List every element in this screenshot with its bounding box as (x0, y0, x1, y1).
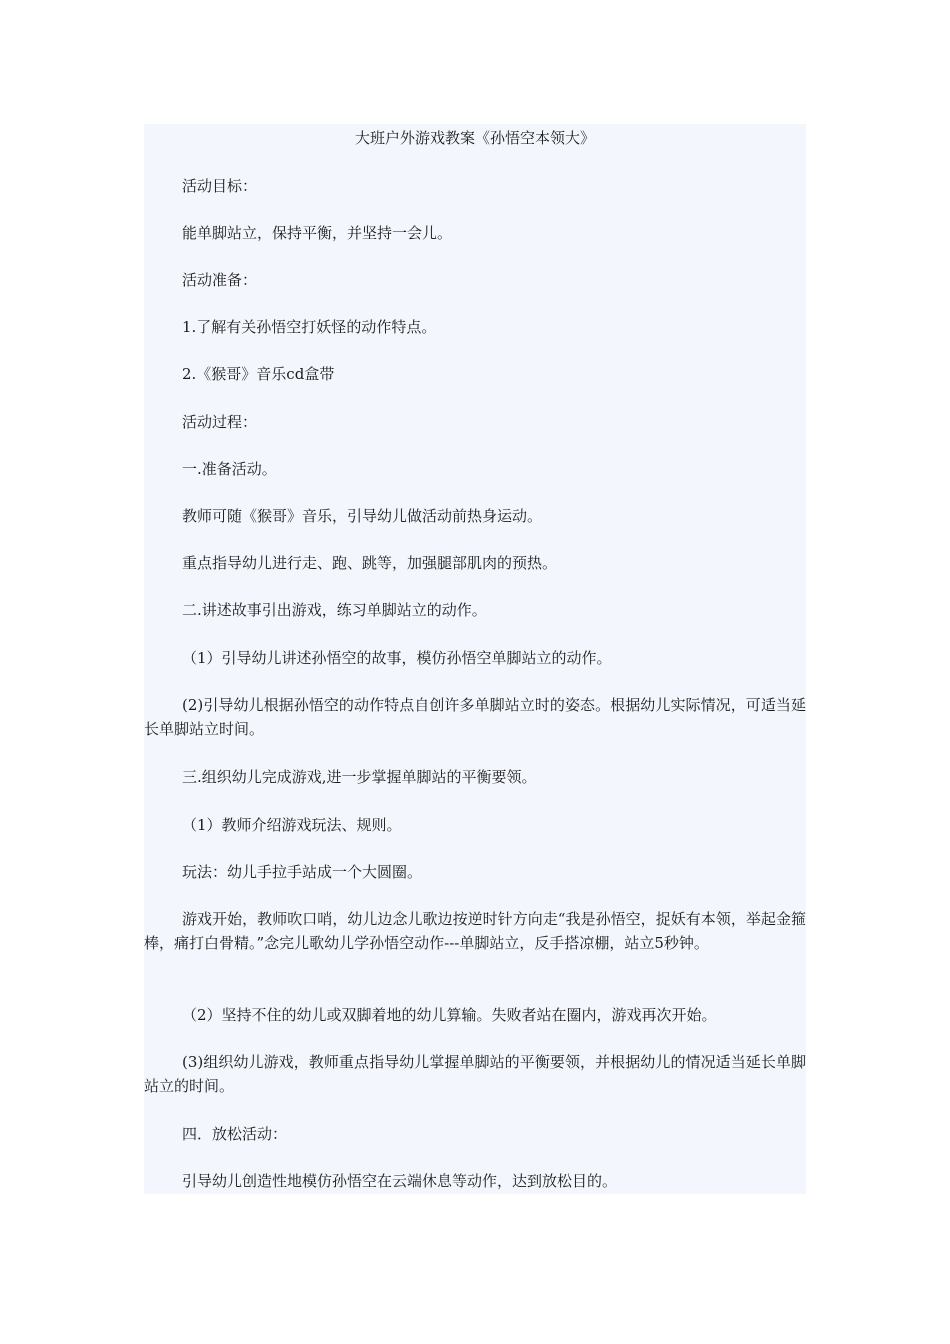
paragraph-process-heading: 活动过程： (182, 413, 258, 431)
paragraph-preparation-2: 2.《猴哥》音乐cd盒带 (182, 365, 335, 383)
paragraph-step-3-heading: 三.组织幼儿完成游戏,进一步掌握单脚站的平衡要领。 (182, 768, 537, 786)
paragraph-step-2-heading: 二.讲述故事引出游戏，练习单脚站立的动作。 (182, 601, 487, 619)
paragraph-step-2-b: (2)引导幼儿根据孙悟空的动作特点自创许多单脚站立时的姿态。根据幼儿实际情况，可适当延长单脚站立时间。 (144, 696, 806, 738)
paragraph-step-2-a: （1）引导幼儿讲述孙悟空的故事，模仿孙悟空单脚站立的动作。 (182, 649, 612, 667)
paragraph-step-3-b: （2）坚持不住的幼儿或双脚着地的幼儿算输。失败者站在圈内，游戏再次开始。 (182, 1006, 717, 1024)
paragraph-step-4-a: 引导幼儿创造性地模仿孙悟空在云端休息等动作，达到放松目的。 (182, 1172, 618, 1190)
paragraph-activity-goal: 能单脚站立，保持平衡，并坚持一会儿。 (182, 224, 453, 242)
paragraph-preparation-1: 1.了解有关孙悟空打妖怪的动作特点。 (182, 318, 437, 336)
paragraph-play-method: 玩法：幼儿手拉手站成一个大圆圈。 (182, 863, 423, 881)
paragraph-game-start: 游戏开始，教师吹口哨，幼儿边念儿歌边按逆时针方向走“我是孙悟空，捉妖有本领，举起金箍棒，痛打白骨精。”念完儿歌幼儿学孙悟空动作---单脚站立，反手搭凉棚，站立5秒钟。 (144, 910, 806, 952)
document-title: 大班户外游戏教案《孙悟空本领大》 (354, 129, 595, 147)
paragraph-activity-goal-heading: 活动目标： (182, 177, 258, 195)
paragraph-step-3-a: （1）教师介绍游戏玩法、规则。 (182, 816, 402, 834)
paragraph-preparation-heading: 活动准备： (182, 271, 258, 289)
paragraph-step-1-heading: 一.准备活动。 (182, 460, 277, 478)
paragraph-step-1-b: 重点指导幼儿进行走、跑、跳等，加强腿部肌肉的预热。 (182, 554, 558, 572)
paragraph-step-3-c: (3)组织幼儿游戏，教师重点指导幼儿掌握单脚站的平衡要领，并根据幼儿的情况适当延长单脚站立的时间。 (144, 1053, 806, 1095)
paragraph-step-4-heading: 四．放松活动： (182, 1125, 288, 1143)
paragraph-step-1-a: 教师可随《猴哥》音乐，引导幼儿做活动前热身运动。 (182, 507, 543, 525)
